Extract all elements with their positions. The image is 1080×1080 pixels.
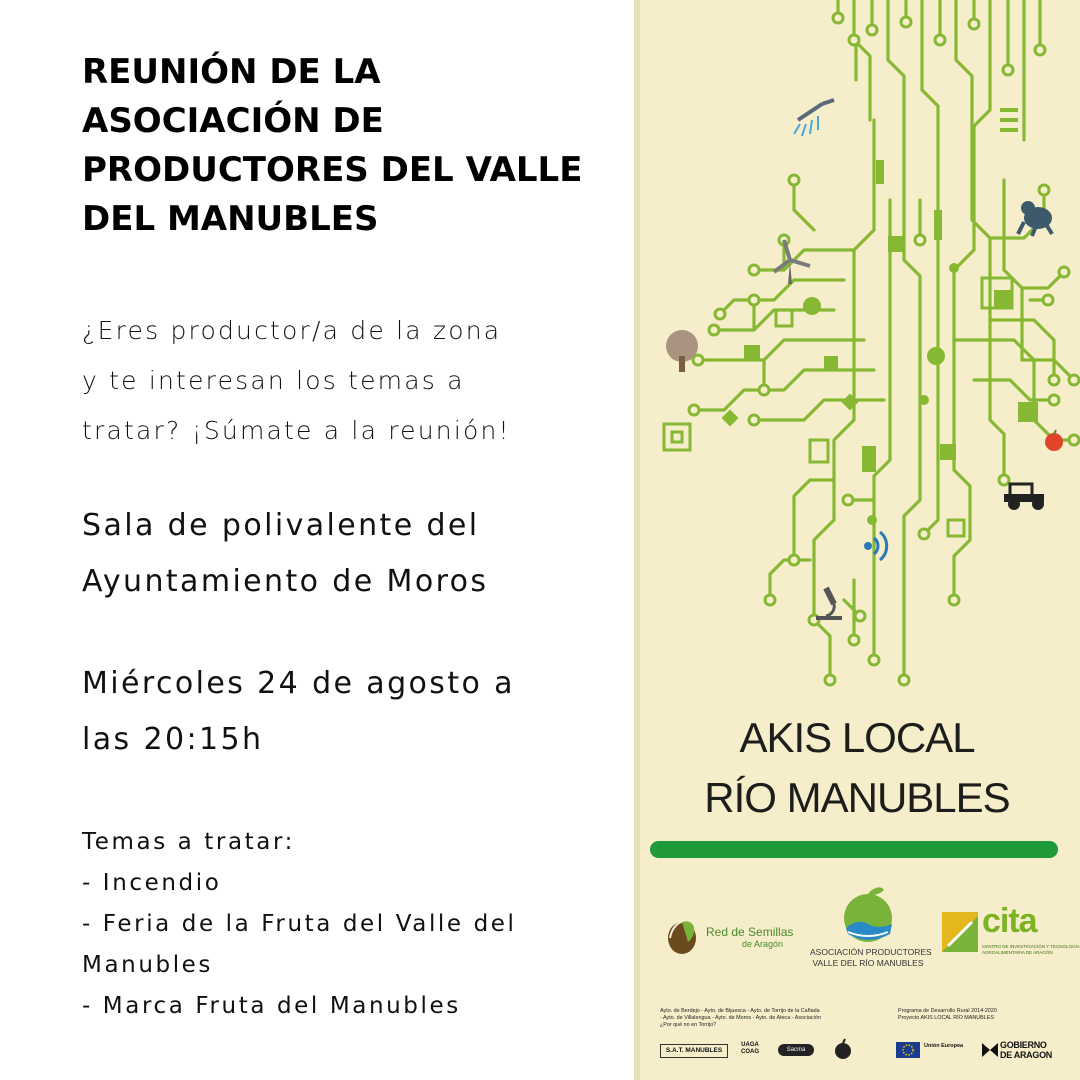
- intro-line: y te interesan los temas a: [82, 366, 465, 395]
- datetime-line: las 20:15h: [82, 722, 264, 757]
- programa-desarrollo-text: [898, 1008, 1068, 1022]
- circuit-tree-illustration: [634, 0, 1080, 700]
- page-title: [82, 48, 612, 244]
- green-divider-bar: [650, 841, 1058, 858]
- semillas-region: de Aragón: [742, 939, 784, 949]
- sponsor-logos: [634, 1036, 1080, 1066]
- aragon-emblem-icon: [982, 1043, 998, 1057]
- poster-title-line: RÍO MANUBLES: [704, 774, 1010, 821]
- title-line: ASOCIACIÓN DE: [82, 101, 384, 141]
- topic-item: - Marca Fruta del Manubles: [82, 993, 461, 1019]
- ayuntamientos-line: - Ayto. de Villalengua - Ayto. de Moros - Ayto. de Ateca - Asociación: [660, 1015, 821, 1022]
- asociacion-name: ASOCIACIÓN PRODUCTORES: [810, 947, 932, 957]
- datetime-line: Miércoles 24 de agosto a: [82, 666, 515, 701]
- union-europea-label: Unión Europea: [924, 1043, 964, 1049]
- semillas-name: Red de Semillas: [706, 925, 794, 939]
- cita-description: AGROALIMENTARIA DE ARAGÓN: [982, 950, 1053, 955]
- microscope-icon: [816, 588, 842, 618]
- gobierno-aragon-logo: [982, 1040, 1074, 1062]
- cita-wordmark: cita: [982, 902, 1037, 940]
- coag-label: COAG: [741, 1049, 759, 1055]
- red-semillas-logo: [666, 912, 816, 958]
- title-line: DEL MANUBLES: [82, 199, 379, 239]
- title-line: REUNIÓN DE LA: [82, 52, 381, 92]
- aragon-label: DE ARAGON: [1000, 1050, 1052, 1060]
- venue-line: Sala de polivalente del: [82, 508, 480, 543]
- sat-manubles-logo: S.A.T. MANUBLES: [660, 1044, 728, 1058]
- intro-paragraph: [82, 306, 511, 456]
- programa-line: Proyecto AKIS LOCAL RÍO MANUBLES: [898, 1015, 994, 1022]
- wind-turbine-icon: [774, 240, 810, 284]
- topics-heading: Temas a tratar:: [82, 829, 295, 855]
- apple-logo-icon: [832, 1038, 854, 1060]
- topic-item-continuation: Manubles: [82, 952, 214, 978]
- sacma-logo: Sacma: [778, 1044, 814, 1056]
- topic-item: - Feria de la Fruta del Valle del: [82, 911, 517, 937]
- venue-paragraph: [82, 498, 488, 610]
- apple-landscape-icon: [840, 884, 896, 944]
- ayuntamientos-line: Ayto. de Berdejo - Ayto. de Bijuesca - Ayto. de Torrijo de la Cañada: [660, 1008, 820, 1014]
- cita-description: CENTRO DE INVESTIGACIÓN Y TECNOLOGÍA: [982, 944, 1080, 949]
- ayuntamientos-line: ¿Por qué no en Torrijo?: [660, 1022, 717, 1029]
- cita-logo: [942, 902, 1080, 962]
- tree-icon: [666, 330, 698, 372]
- ayuntamientos-list: [660, 1008, 890, 1030]
- uaga-coag-logo: [736, 1042, 764, 1056]
- asociacion-valley: VALLE DEL RÍO MANUBLES: [812, 958, 924, 968]
- akis-poster: [634, 0, 1080, 1080]
- eu-flag-icon: [896, 1042, 920, 1058]
- datetime-paragraph: [82, 656, 515, 768]
- poster-title-line: AKIS LOCAL: [739, 714, 975, 761]
- intro-line: tratar? ¡Súmate a la reunión!: [82, 416, 511, 445]
- cita-emblem-icon: [942, 912, 978, 952]
- venue-line: Ayuntamiento de Moros: [82, 564, 489, 599]
- uaga-label: UAGA: [741, 1042, 759, 1048]
- programa-line: Programa de Desarrollo Rural 2014-2020: [898, 1008, 997, 1014]
- topics-list: [82, 822, 517, 1027]
- title-line: PRODUCTORES DEL VALLE: [82, 150, 583, 190]
- gobierno-label: GOBIERNO: [1000, 1040, 1047, 1050]
- seed-icon: [666, 912, 700, 956]
- monkey-icon: [1018, 201, 1052, 236]
- shower-icon: [794, 100, 834, 136]
- topic-item: - Incendio: [82, 870, 222, 896]
- union-europea-logo: [896, 1042, 976, 1060]
- asociacion-productores-logo: [810, 884, 932, 980]
- intro-line: ¿Eres productor/a de la zona: [82, 316, 502, 345]
- tractor-icon: [1004, 484, 1044, 510]
